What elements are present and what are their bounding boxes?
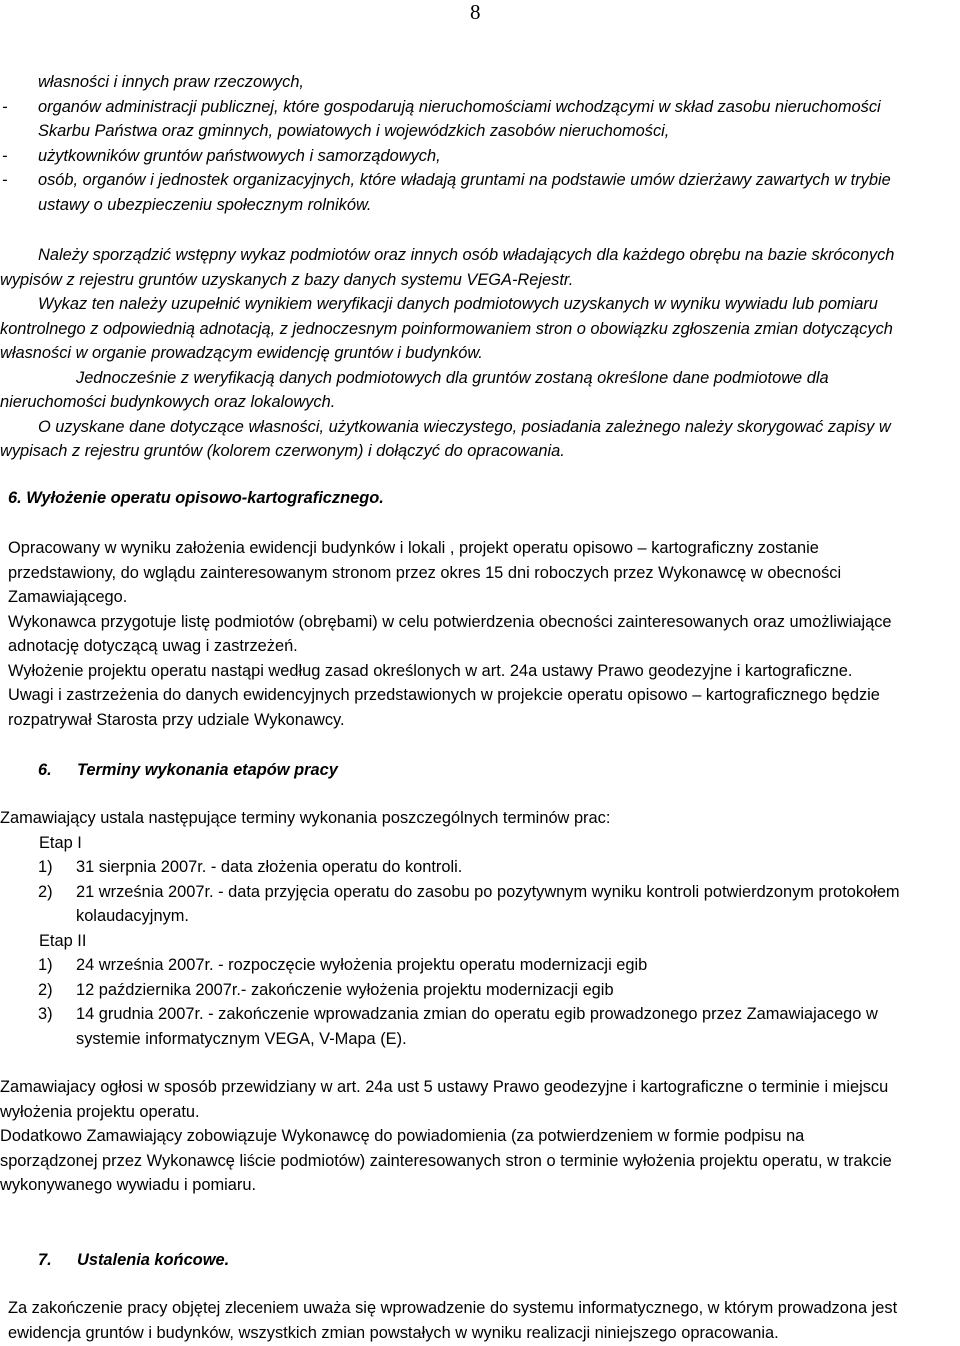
final-paragraph (0, 1296, 960, 1345)
text-line: Zamawiający ustala następujące terminy wykonania poszczególnych terminów prac: (0, 809, 611, 827)
list-item: - użytkowników gruntów państwowych i samorządowych, (2, 146, 441, 165)
list-item: 3) 14 grudnia 2007r. - zakończenie wprowadzania zmian do operatu egib prowadzonego przez Zamawiajacego w (38, 1005, 878, 1023)
exposition-paragraph (0, 536, 960, 732)
section-heading (0, 758, 960, 783)
text-line: wypisach z rejestru gruntów (kolorem czerwonym) i dołączyć do opracowania. (0, 442, 565, 460)
list-item-continuation: kolaudacyjnym. (76, 907, 189, 925)
text-line: sporządzonej przez Wykonawcę liście podmiotów) zainteresowanych stron o terminie wyłożenia projektu operatu, w trakcie (0, 1151, 892, 1170)
list-item: 1) 31 sierpnia 2007r. - data złożenia operatu do kontroli. (38, 858, 463, 876)
text-line: wypisów z rejestru gruntów uzyskanych z bazy danych systemu VEGA-Rejestr. (0, 270, 574, 289)
text-line: Wykaz ten należy uzupełnić wynikiem weryfikacji danych podmiotowych uzyskanych w wyniku wywiadu lub pomiaru (38, 295, 878, 313)
page-number: 8 (470, 0, 481, 24)
text-line: Za zakończenie pracy objętej zleceniem uważa się wprowadzenie do systemu informatycznego, w którym prowadzona jest (8, 1299, 898, 1317)
stage-label: Etap II (39, 931, 87, 950)
list-item-continuation: ustawy o ubezpieczeniu społecznym rolników. (38, 195, 372, 214)
section-heading (0, 1248, 960, 1273)
subjects-paragraph (0, 243, 960, 464)
text-line: wykonywanego wywiadu i pomiaru. (0, 1176, 256, 1194)
list-item-continuation: Skarbu Państwa oraz gminnych, powiatowych i wojewódzkich zasobów nieruchomości, (38, 122, 670, 140)
text-line: Zamawiającego. (8, 588, 128, 606)
text-line: wyłożenia projektu operatu. (0, 1102, 200, 1121)
text-line: rozpatrywał Starosta przy udziale Wykonawcy. (8, 710, 345, 729)
text-line: Opracowany w wyniku założenia ewidencji budynków i lokali , projekt operatu opisowo – kartograficzny zostanie (8, 539, 819, 557)
text-line: adnotację dotyczącą uwag i zastrzeżeń. (8, 637, 298, 655)
text-line: własności w organie prowadzącym ewidencję gruntów i budynków. (0, 344, 483, 362)
text-line: nieruchomości budynkowych oraz lokalowych. (0, 393, 336, 411)
text-line: Wyłożenie projektu operatu nastąpi według zasad określonych w art. 24a ustawy Prawo geodezyjne i kartograficzne. (8, 661, 853, 680)
text-line: Należy sporządzić wstępny wykaz podmiotów oraz innych osób władających dla każdego obrębu na bazie skróconych (38, 246, 895, 264)
text-line: przedstawiony, do wglądu zainteresowanym stronom przez okres 15 dni roboczych przez Wykonawcę w obecności (8, 563, 842, 582)
text-line: Jednocześnie z weryfikacją danych podmiotowych dla gruntów zostaną określone dane podmiotowe dla (76, 368, 829, 387)
section-heading: 6. Wyłożenie operatu opisowo-kartograficznego. (8, 489, 384, 507)
text-line: Uwagi i zastrzeżenia do danych ewidencyjnych przedstawionych w projekcie operatu opisowo – kartograficznego będzie (8, 686, 880, 704)
announcement-paragraph (0, 1075, 960, 1198)
list-item: 2) 12 października 2007r.- zakończenie wyłożenia projektu modernizacji egib (38, 980, 614, 999)
text-line: kontrolnego z odpowiednią adnotacją, z jednoczesnym poinformowaniem stron o obowiązku zgłoszenia zmian dotyczących (0, 319, 893, 338)
ownership-list (0, 70, 960, 217)
schedule-section (0, 806, 960, 1051)
text-line: Dodatkowo Zamawiający zobowiązuje Wykonawcę do powiadomienia (za potwierdzeniem w formie podpisu na (0, 1127, 805, 1145)
text-line: ewidencja gruntów i budynków, wszystkich zmian powstałych w wyniku realizacji niniejszego opracowania. (8, 1323, 779, 1342)
list-item-continuation: systemie informatycznym VEGA, V-Mapa (E). (76, 1029, 407, 1048)
list-item: 1) 24 września 2007r. - rozpoczęcie wyłożenia projektu operatu modernizacji egib (38, 956, 648, 974)
stage-label: Etap I (39, 833, 82, 852)
list-item: - organów administracji publicznej, które gospodarują nieruchomościami wchodzącymi w skład zasobu nieruchomości (2, 97, 881, 116)
section-number: 6. (38, 761, 52, 779)
text-line: Wykonawca przygotuje listę podmiotów (obrębami) w celu potwierdzenia obecności zainteresowanych oraz umożliwiające (8, 612, 892, 631)
section-title: Ustalenia końcowe. (77, 1251, 230, 1269)
section-number: 7. (38, 1251, 52, 1269)
text-line: O uzyskane dane dotyczące własności, użytkowania wieczystego, posiadania zależnego należy skorygować zapisy w (38, 417, 891, 436)
list-item: - osób, organów i jednostek organizacyjnych, które władają gruntami na podstawie umów dzierżawy zawartych w trybie (2, 171, 891, 189)
list-item: własności i innych praw rzeczowych, (38, 73, 304, 91)
text-line: Zamawiajacy ogłosi w sposób przewidziany w art. 24a ust 5 ustawy Prawo geodezyjne i kartograficzne o terminie i miejscu (0, 1078, 889, 1096)
section-title: Terminy wykonania etapów pracy (77, 761, 338, 779)
list-item: 2) 21 września 2007r. - data przyjęcia operatu do zasobu po pozytywnym wyniku kontroli potwierdzonym protokołem (38, 882, 900, 901)
